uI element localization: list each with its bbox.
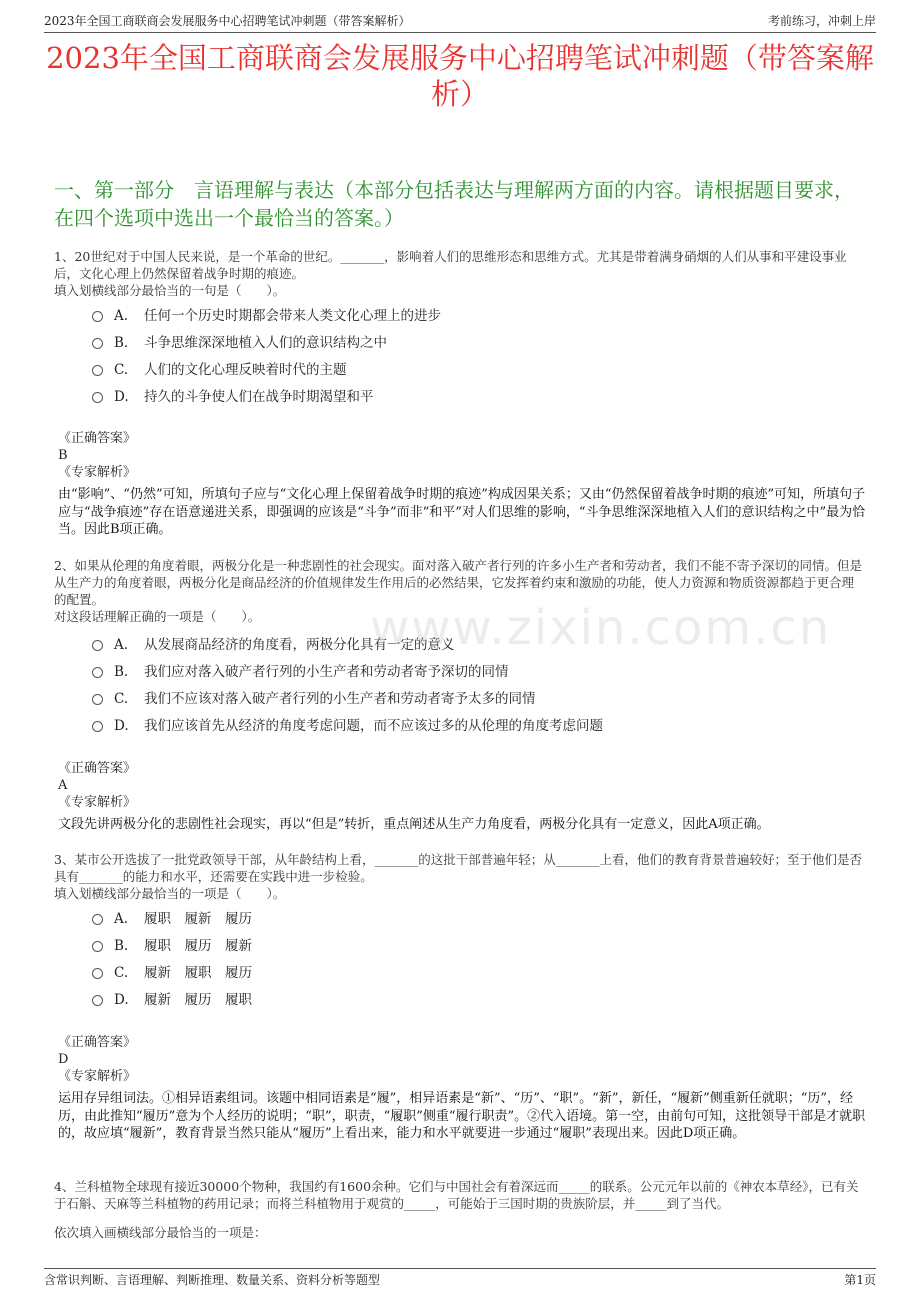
option-text: 履职 履历 履新 — [144, 938, 252, 954]
option-c[interactable] — [92, 357, 860, 384]
question-3-answer — [58, 1034, 860, 1085]
question-text: 3、某市公开选拔了一批党政领导干部，从年龄结构上看，_______的这批干部普遍年轻；从_______上看，他们的教育背景普遍较好；至于他们是否具有_______的能力和水平，还需要在实践中进一步检验。 — [54, 852, 862, 884]
option-c[interactable] — [92, 686, 860, 713]
question-2-analysis — [58, 816, 866, 834]
radio-icon[interactable] — [92, 338, 103, 349]
option-a[interactable] — [92, 906, 860, 933]
document-title: 2023年全国工商联商会发展服务中心招聘笔试冲刺题（带答案解析） — [46, 41, 874, 111]
option-b[interactable] — [92, 330, 860, 357]
question-text: 2、如果从伦理的角度着眼，两极分化是一种悲剧性的社会现实。面对落入破产者行列的许多小生产者和劳动者，我们不能不寄予深切的同情。但是从生产力的角度着眼，两极分化是商品经济的价值规律发生作用后的必然结果，它发挥着约束和激励的功能，使人力资源和物质资源都趋于更合理的配置。 — [54, 558, 862, 607]
radio-icon[interactable] — [92, 694, 103, 705]
section-heading: 一、第一部分 言语理解与表达（本部分包括表达与理解两方面的内容。请根据题目要求，在四个选项中选出一个最恰当的答案。） — [54, 178, 854, 230]
option-text: 持久的斗争使人们在战争时期渴望和平 — [144, 389, 374, 405]
option-text: 从发展商品经济的角度看，两极分化具有一定的意义 — [144, 637, 455, 653]
answer-value: A — [58, 778, 68, 793]
analysis-label: 《专家解析》 — [58, 795, 137, 810]
analysis-label: 《专家解析》 — [58, 465, 137, 480]
option-key: C. — [114, 965, 129, 981]
radio-icon[interactable] — [92, 941, 103, 952]
question-prompt: 填入划横线部分最恰当的一项是（ ）。 — [54, 886, 286, 901]
option-d[interactable] — [92, 384, 860, 411]
radio-icon[interactable] — [92, 667, 103, 678]
analysis-text: 文段先讲两极分化的悲剧性社会现实，再以“但是”转折，重点阐述从生产力角度看，两极分化具有一定意义，因此A项正确。 — [58, 817, 770, 832]
option-key: A. — [114, 637, 129, 653]
radio-icon[interactable] — [92, 968, 103, 979]
option-key: C. — [114, 691, 129, 707]
header-title: 2023年全国工商联商会发展服务中心招聘笔试冲刺题（带答案解析） — [44, 14, 411, 28]
answer-value: B — [58, 448, 68, 463]
question-prompt: 填入划横线部分最恰当的一句是（ ）。 — [54, 283, 286, 298]
page-number: 第1页 — [844, 1273, 876, 1287]
option-text: 人们的文化心理反映着时代的主题 — [144, 362, 347, 378]
option-text: 我们应对落入破产者行列的小生产者和劳动者寄予深切的同情 — [144, 664, 509, 680]
option-d[interactable] — [92, 713, 860, 740]
option-key: B. — [114, 335, 129, 351]
analysis-label: 《专家解析》 — [58, 1069, 137, 1084]
footer-description: 含常识判断、言语理解、判断推理、数量关系、资料分析等题型 — [44, 1273, 381, 1287]
question-2-answer — [58, 760, 860, 811]
question-1-answer — [58, 430, 860, 481]
watermark: www.zixin.com.cn — [370, 600, 832, 656]
question-prompt: 依次填入画横线部分最恰当的一项是： — [54, 1225, 267, 1240]
question-text: 1、20世纪对于中国人民来说，是一个革命的世纪。_______，影响着人们的思维形态和思维方式。尤其是带着满身硝烟的人们从事和平建设事业后，文化心理上仍然保留着战争时期的痕迹。 — [54, 249, 847, 281]
option-text: 斗争思维深深地植入人们的意识结构之中 — [144, 335, 387, 351]
option-b[interactable] — [92, 659, 860, 686]
radio-icon[interactable] — [92, 640, 103, 651]
radio-icon[interactable] — [92, 365, 103, 376]
question-4-stem — [54, 1178, 866, 1241]
question-3-analysis — [58, 1090, 866, 1143]
question-3-options — [92, 906, 860, 1014]
option-key: A. — [114, 308, 129, 324]
option-text: 履新 履历 履职 — [144, 992, 252, 1008]
answer-label: 《正确答案》 — [58, 761, 137, 776]
option-key: C. — [114, 362, 129, 378]
answer-value: D — [58, 1052, 69, 1067]
radio-icon[interactable] — [92, 914, 103, 925]
question-1-options — [92, 303, 860, 411]
option-text: 我们不应该对落入破产者行列的小生产者和劳动者寄予太多的同情 — [144, 691, 536, 707]
answer-label: 《正确答案》 — [58, 1035, 137, 1050]
option-text: 履职 履新 履历 — [144, 911, 252, 927]
radio-icon[interactable] — [92, 995, 103, 1006]
option-d[interactable] — [92, 987, 860, 1014]
question-1-stem — [54, 248, 866, 299]
header-slogan: 考前练习，冲刺上岸 — [767, 14, 876, 28]
option-key: D. — [114, 718, 129, 734]
question-1-analysis — [58, 486, 866, 539]
option-text: 我们应该首先从经济的角度考虑问题，而不应该过多的从伦理的角度考虑问题 — [144, 718, 603, 734]
option-text: 履新 履职 履历 — [144, 965, 252, 981]
page-header — [44, 10, 876, 33]
option-key: B. — [114, 938, 129, 954]
analysis-text: 运用存异组词法。①相异语素组词。该题中相同语素是“履”，相异语素是“新”、“历”、“职”。“新”，新任，“履新”侧重新任就职；“历”，经历，由此推知“履历”意为个人经历的说明；“职”，职责，“履职”侧重“履行职责”。②代入语境。第一空，由前句可知，这批领导干部是才就职的，故应填“履新”，教育背景当然只能从“履历”上看出来，能力和水平就要进一步通过“履职”表现出来。因此D项正确。 — [58, 1091, 866, 1141]
analysis-text: 由“影响”、“仍然”可知，所填句子应与“文化心理上保留着战争时期的痕迹”构成因果关系；又由“仍然保留着战争时期的痕迹”可知，所填句子应与“战争痕迹”存在语意递进关系，即强调的应该是“斗争”而非“和平”对人们思维的影响，“斗争思维深深地植入人们的意识结构之中”最为恰当。因此B项正确。 — [58, 487, 866, 537]
option-b[interactable] — [92, 933, 860, 960]
question-prompt: 对这段话理解正确的一项是（ ）。 — [54, 609, 261, 624]
option-a[interactable] — [92, 303, 860, 330]
question-3-stem — [54, 851, 866, 902]
page-footer — [44, 1268, 876, 1291]
option-text: 任何一个历史时期都会带来人类文化心理上的进步 — [144, 308, 441, 324]
option-key: B. — [114, 664, 129, 680]
option-key: D. — [114, 992, 129, 1008]
radio-icon[interactable] — [92, 392, 103, 403]
radio-icon[interactable] — [92, 721, 103, 732]
answer-label: 《正确答案》 — [58, 431, 137, 446]
option-key: A. — [114, 911, 129, 927]
option-key: D. — [114, 389, 129, 405]
option-c[interactable] — [92, 960, 860, 987]
question-text: 4、兰科植物全球现有接近30000个物种，我国约有1600余种。它们与中国社会有着深远而_____的联系。公元元年以前的《神农本草经》，已有关于石斛、天麻等兰科植物的药用记录；而将兰科植物用于观赏的_____，可能始于三国时期的贵族阶层，并_____到了当代。 — [54, 1179, 859, 1211]
radio-icon[interactable] — [92, 311, 103, 322]
